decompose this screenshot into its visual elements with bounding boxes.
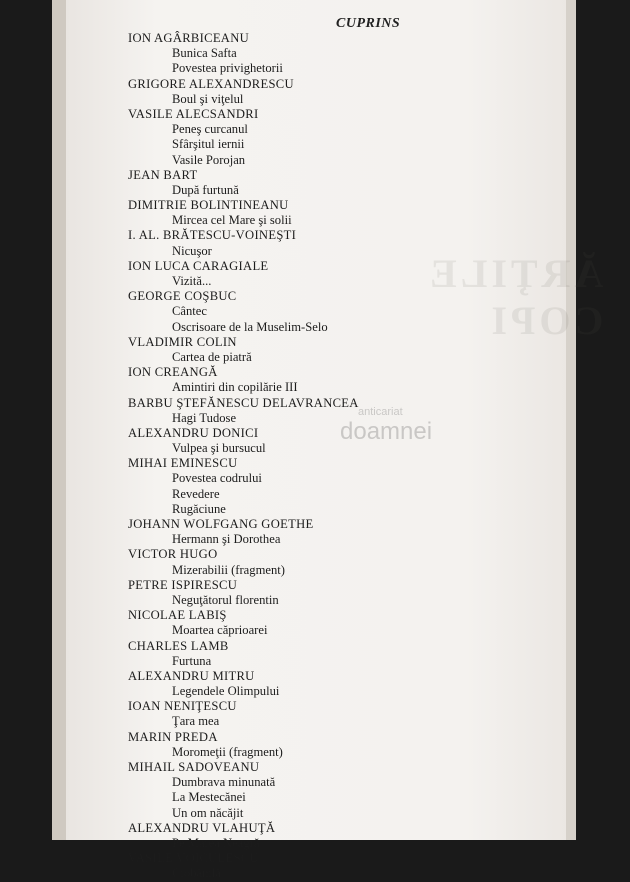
toc-work: Hagi Tudose — [172, 410, 237, 425]
toc-work: Legendele Olimpului — [172, 684, 280, 699]
toc-author: GEORGE COŞBUC — [128, 289, 237, 304]
toc-work: Moartea căprioarei — [172, 623, 268, 638]
toc-author: GRIGORE ALEXANDRESCU — [128, 76, 294, 91]
toc-author: VASILE ALECSANDRI — [128, 106, 259, 121]
toc-work: Moromeţii (fragment) — [172, 744, 283, 759]
toc-work: Pe Marea Neagră — [172, 835, 260, 850]
toc-work: Povestea privighetorii — [172, 61, 283, 76]
toc-work: Ţara mea — [172, 714, 220, 729]
toc-author: MIHAIL SADOVEANU — [128, 760, 260, 774]
toc-work: Vizită... — [172, 274, 212, 288]
toc-work: Revedere — [172, 486, 220, 501]
toc-author: VLADIMIR COLIN — [128, 334, 237, 349]
toc-work: Amintiri din copilărie III — [172, 380, 298, 395]
toc-author: ALEXANDRU MITRU — [128, 668, 255, 683]
toc-author: MIHAI EMINESCU — [128, 456, 238, 471]
toc-author: ION AGÂRBICEANU — [128, 31, 249, 45]
toc-author: NICOLAE LABIŞ — [128, 608, 227, 623]
page-edge-left — [52, 0, 66, 840]
toc-author: JOHANN WOLFGANG GOETHE — [128, 517, 314, 531]
watermark-line2: doamnei — [340, 418, 433, 445]
toc-work: Vasile Porojan — [172, 152, 246, 167]
toc-author: I. AL. BRĂTESCU-VOINEŞTI — [128, 228, 297, 243]
toc-author: IOAN NENIŢESCU — [128, 699, 237, 714]
toc-work: Sfârşitul iernii — [172, 137, 245, 152]
toc-work: Povestea codrului — [172, 471, 262, 486]
toc-work: Mizerabilii (fragment) — [172, 562, 285, 577]
toc-author: DIMITRIE BOLINTINEANU — [128, 198, 289, 213]
toc-author: ION LUCA CARAGIALE — [128, 258, 269, 273]
toc-author: PETRE ISPIRESCU — [128, 577, 238, 592]
page-title: CUPRINS — [336, 16, 401, 31]
toc-work: Dumbrava minunată — [172, 775, 276, 790]
toc-work: Peneş curcanul — [172, 122, 248, 137]
toc-work: Vulpea şi bursucul — [172, 441, 266, 456]
toc-author: VASILE VOICULESCU — [128, 851, 259, 866]
toc-author: ALEXANDRU DONICI — [128, 425, 259, 440]
toc-author: CHARLES LAMB — [128, 638, 229, 653]
toc-author: VICTOR HUGO — [128, 547, 218, 562]
toc-author: BARBU ŞTEFĂNESCU DELAVRANCEA — [128, 395, 359, 410]
page-edge-right — [566, 0, 576, 840]
toc-work: Mircea cel Mare şi solii — [172, 213, 292, 228]
watermark-line1: anticariat — [358, 406, 403, 418]
toc-author: MARIN PREDA — [128, 729, 218, 744]
toc-work: Oscrisoare de la Muselim-Selo — [172, 319, 328, 334]
toc-work: Rugăciune — [172, 501, 226, 516]
toc-work: Hermann şi Dorothea — [172, 532, 281, 547]
toc-work: Furtuna — [172, 653, 212, 668]
toc-work: Un om năcăjit — [172, 805, 244, 820]
toc-work: Neguţătorul florentin — [172, 592, 279, 607]
table-of-contents — [128, 31, 359, 882]
toc-work: Cartea de piatră — [172, 349, 252, 364]
toc-work: Ciobănilă — [172, 866, 221, 881]
toc-work: Cântec — [172, 304, 207, 319]
toc-author: ION CREANGĂ — [128, 365, 218, 380]
toc-work: Boul şi viţelul — [172, 91, 244, 106]
toc-work: La Mestecănei — [172, 790, 246, 805]
toc-work: După furtună — [172, 182, 239, 197]
toc-work: Nicuşor — [172, 243, 212, 258]
toc-work: Bunica Safta — [172, 46, 237, 61]
toc-author: JEAN BART — [128, 167, 198, 182]
show-through-text: ĂRŢILE COPI — [426, 251, 604, 343]
toc-author: ALEXANDRU VLAHUŢĂ — [128, 820, 276, 835]
